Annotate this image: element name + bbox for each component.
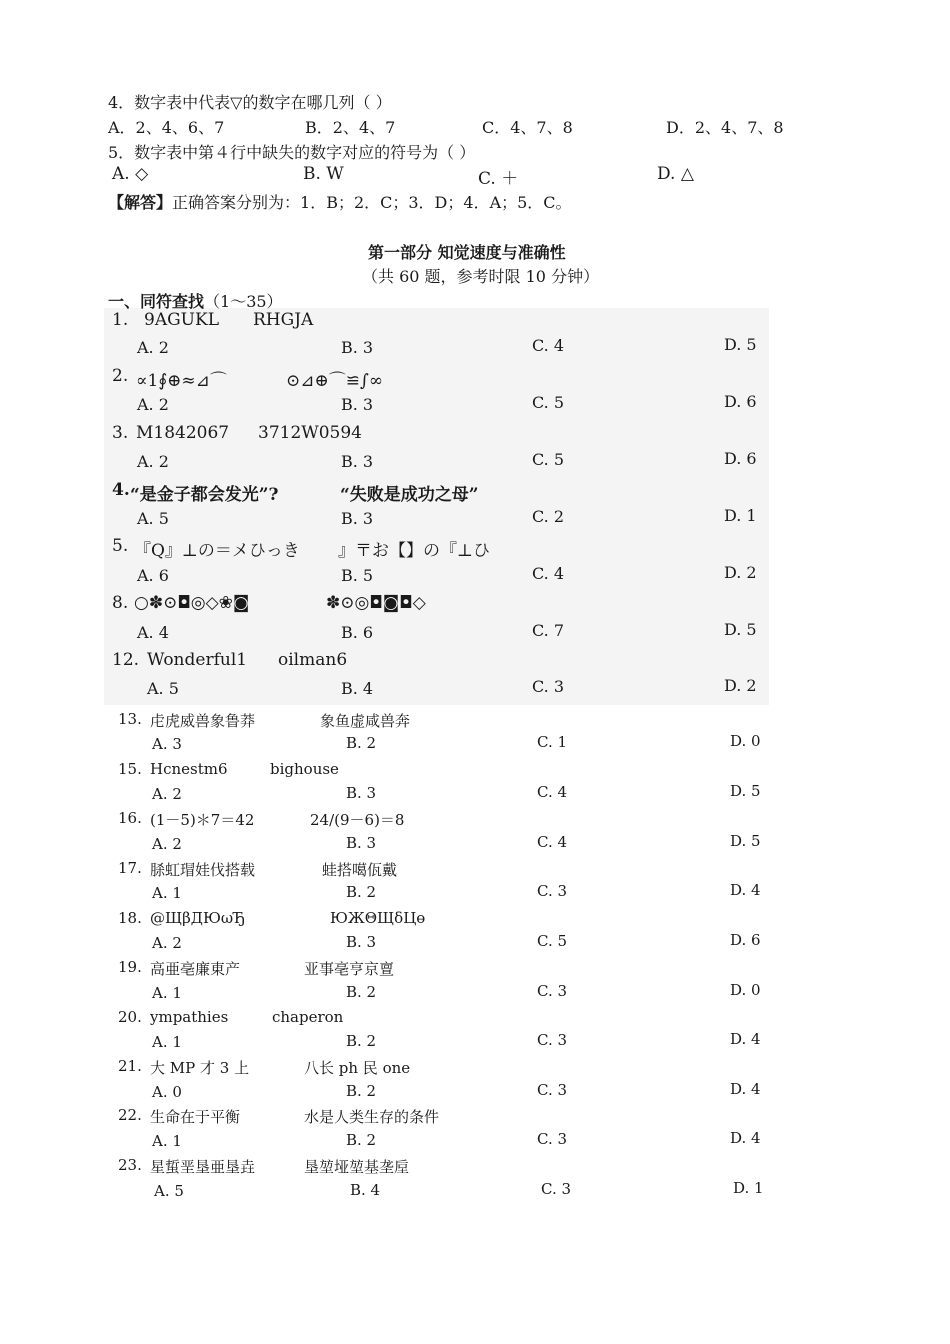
option-a: A. 2 [152, 835, 182, 853]
option-c: C. 4 [537, 833, 568, 851]
question-right-string: “失败是成功之母” [340, 485, 479, 505]
answer-text: 正确答案分别为：1．B；2．C；3．D；4．A；5．C。 [172, 193, 572, 212]
question-right-string: 3712W0594 [258, 423, 363, 443]
question-left-string: M1842067 [136, 423, 230, 443]
option-a: A. 0 [152, 1083, 182, 1101]
question-right-string: chaperon [272, 1008, 344, 1026]
option-c: C. 4 [532, 336, 565, 355]
option-c: C. 3 [537, 1081, 568, 1099]
option-d: D. 5 [730, 782, 761, 800]
question-number: 15. [118, 760, 142, 778]
section-subtitle: （共 60 题，参考时限 10 分钟） [362, 267, 600, 286]
question-number: 18. [118, 909, 142, 927]
question-number: 21. [118, 1057, 142, 1075]
question-4-option-d: D．2、4、7、8 [666, 118, 784, 137]
option-c: C. 3 [537, 982, 568, 1000]
option-d: D. 1 [724, 506, 757, 525]
question-number: 19. [118, 958, 142, 976]
question-4-option-c: C．4、7、8 [482, 118, 573, 137]
question-5-option-d: D. △ [657, 164, 694, 184]
option-d: D. 4 [730, 881, 761, 899]
option-b: B. 3 [341, 509, 374, 528]
option-d: D. 4 [730, 1080, 761, 1098]
question-5-option-a: A. ◇ [112, 164, 149, 184]
option-b: B. 4 [350, 1181, 381, 1199]
option-c: C. 5 [532, 393, 565, 412]
question-right-string: RHGJA [253, 310, 314, 330]
question-right-string: 蛙搭噶佤戴 [322, 861, 398, 879]
section-heading [108, 289, 283, 312]
section-heading-label: 一、同符查找 [108, 292, 205, 311]
question-5-text: 5．数字表中第４行中缺失的数字对应的符号为（ ） [108, 143, 476, 162]
question-left-string: 『Q』⊥の＝メひっき [134, 541, 300, 561]
option-b: B. 3 [346, 933, 377, 951]
question-left-string: Hcnestm6 [150, 760, 228, 778]
option-d: D. 0 [730, 732, 761, 750]
question-right-string: 垦堃垭堃基垄垕 [304, 1158, 410, 1176]
option-d: D. 5 [730, 832, 761, 850]
question-right-string: 水是人类生存的条件 [304, 1108, 440, 1126]
question-4-option-b: B．2、4、7 [305, 118, 396, 137]
option-b: B. 2 [346, 983, 377, 1001]
option-c: C. 3 [532, 677, 565, 696]
option-b: B. 2 [346, 883, 377, 901]
option-d: D. 6 [724, 449, 757, 468]
question-number: 22. [118, 1106, 142, 1124]
question-number: 4. [112, 480, 130, 500]
option-b: B. 3 [341, 338, 374, 357]
option-c: C. 5 [537, 932, 568, 950]
question-left-string: @ЩβДЮωЂ [150, 909, 246, 927]
option-c: C. 4 [537, 783, 568, 801]
question-left-string: ○✽⊙◘◎◇❀◙ [134, 593, 250, 613]
option-a: A. 3 [152, 735, 182, 753]
question-5-option-b: B. W [303, 164, 344, 184]
option-b: B. 2 [346, 1131, 377, 1149]
option-a: A. 2 [152, 934, 182, 952]
option-c: C. 7 [532, 621, 565, 640]
option-a: A. 2 [137, 338, 169, 357]
question-number: 2. [112, 366, 129, 386]
option-d: D. 2 [724, 676, 757, 695]
option-a: A. 2 [137, 452, 169, 471]
option-d: D. 4 [730, 1030, 761, 1048]
option-d: D. 5 [724, 620, 757, 639]
option-b: B. 2 [346, 734, 377, 752]
option-d: D. 6 [724, 392, 757, 411]
option-c: C. 3 [537, 1130, 568, 1148]
option-b: B. 3 [346, 834, 377, 852]
question-number: 3. [112, 423, 129, 443]
question-left-string: 高亜亳廉東产 [150, 960, 241, 978]
question-left-string: ∝1∮⊕≈⊿⌒ [136, 371, 227, 391]
question-left-string: 9AGUKL [144, 310, 219, 330]
question-number: 20. [118, 1008, 142, 1026]
question-right-string: ⊙⊿⊕⌒≌∫∞ [286, 371, 383, 391]
option-d: D. 1 [733, 1179, 764, 1197]
question-right-string: 24/(9－6)＝8 [310, 811, 405, 829]
question-5-option-c: C. ＋ [478, 169, 519, 189]
option-c: C. 2 [532, 507, 565, 526]
option-a: A. 1 [152, 884, 182, 902]
option-a: A. 4 [137, 623, 169, 642]
option-d: D. 0 [730, 981, 761, 999]
option-d: D. 2 [724, 563, 757, 582]
question-number: 23. [118, 1156, 142, 1174]
option-c: C. 4 [532, 564, 565, 583]
option-a: A. 2 [137, 395, 169, 414]
option-a: A. 2 [152, 785, 182, 803]
question-left-string: ympathies [150, 1008, 229, 1026]
question-left-string: (1－5)＊7＝42 [150, 811, 255, 829]
question-right-string: 象鱼虚咸兽奔 [320, 712, 411, 730]
question-right-string: oilman6 [278, 650, 348, 670]
question-4-text: 4．数字表中代表▽的数字在哪几列（ ） [108, 93, 392, 112]
option-a: A. 1 [152, 984, 182, 1002]
question-right-string: ✽⊙◎◘◙◘◇ [326, 593, 426, 613]
option-a: A. 5 [147, 679, 179, 698]
section-heading-range: （1～35） [204, 292, 283, 311]
question-left-string: “是金子都会发光”? [130, 485, 279, 505]
option-b: B. 6 [341, 623, 374, 642]
question-left-string: 生命在于平衡 [150, 1108, 241, 1126]
option-b: B. 2 [346, 1032, 377, 1050]
option-a: A. 5 [154, 1182, 184, 1200]
question-right-string: 八长 ph 民 one [304, 1059, 411, 1077]
question-right-string: 亚事亳亨京亶 [304, 960, 395, 978]
question-number: 17. [118, 859, 142, 877]
option-a: A. 6 [137, 566, 169, 585]
question-number: 16. [118, 809, 142, 827]
answer-line [108, 190, 572, 213]
option-d: D. 6 [730, 931, 761, 949]
question-4-option-a: A．2、4、6、7 [108, 118, 225, 137]
question-left-string: 脎虹瑁娃伐搭载 [150, 861, 256, 879]
option-b: B. 4 [341, 679, 374, 698]
question-number: 5. [112, 536, 129, 556]
option-b: B. 2 [346, 1082, 377, 1100]
option-b: B. 5 [341, 566, 374, 585]
option-b: B. 3 [341, 452, 374, 471]
option-c: C. 5 [532, 450, 565, 469]
option-d: D. 4 [730, 1129, 761, 1147]
option-c: C. 3 [537, 882, 568, 900]
question-left-string: 星蜇垩垦亜垦垚 [150, 1158, 256, 1176]
question-left-string: Wonderful1 [147, 650, 248, 670]
question-left-string: 虍虎威兽象鲁莽 [150, 712, 256, 730]
question-right-string: ЮЖΘЩδЦɵ [330, 909, 426, 927]
question-left-string: 大 MP 才 3 上 [150, 1059, 250, 1077]
option-b: B. 3 [346, 784, 377, 802]
option-b: B. 3 [341, 395, 374, 414]
option-a: A. 1 [152, 1132, 182, 1150]
option-c: C. 1 [537, 733, 568, 751]
question-number: 12. [112, 650, 140, 670]
answer-label: 【解答】 [108, 193, 173, 212]
option-c: C. 3 [541, 1180, 572, 1198]
question-number: 8. [112, 593, 129, 613]
question-number: 1. [112, 310, 129, 330]
section-title: 第一部分 知觉速度与准确性 [368, 243, 566, 262]
option-a: A. 1 [152, 1033, 182, 1051]
question-right-string: bighouse [270, 760, 339, 778]
option-c: C. 3 [537, 1031, 568, 1049]
question-number: 13. [118, 710, 142, 728]
option-d: D. 5 [724, 335, 757, 354]
question-right-string: 』〒お【】の『⊥ひ [338, 541, 490, 561]
option-a: A. 5 [137, 509, 169, 528]
